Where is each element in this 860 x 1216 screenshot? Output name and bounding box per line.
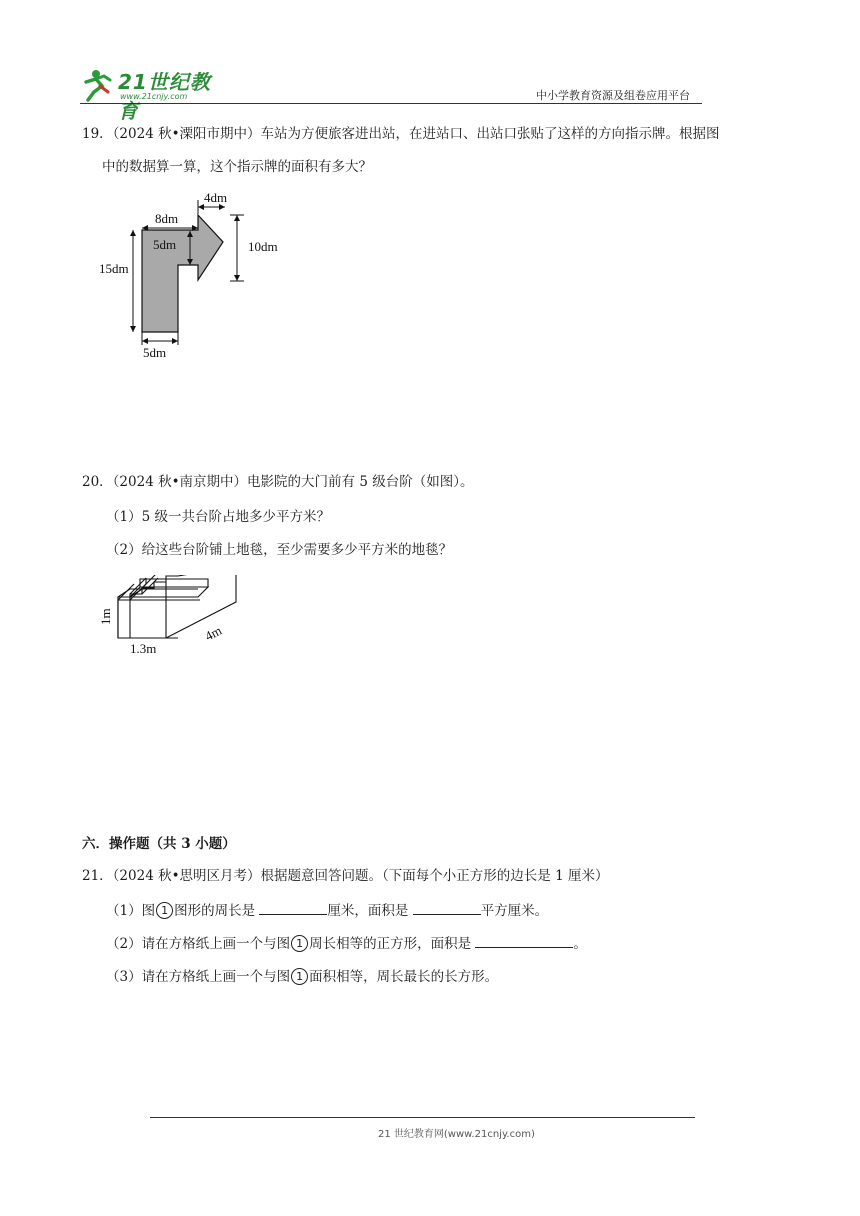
label-4m: 4m	[202, 622, 225, 644]
q21-sub3	[106, 967, 498, 987]
circle-number-1: 1	[156, 902, 173, 919]
q19-sign-figure	[95, 185, 305, 365]
logo-url: www.21cnjy.com	[120, 92, 188, 101]
label-8dm: 8dm	[155, 211, 179, 226]
label-5dm-bottom: 5dm	[143, 345, 167, 360]
q20-sub1: （1）5 级一共台阶占地多少平方米？	[106, 509, 330, 525]
q21-sub2	[106, 933, 587, 954]
q21-sub3-b: 面积相等，周长最长的长方形。	[309, 969, 499, 985]
perimeter-blank[interactable]	[259, 900, 327, 915]
q20-sub2: （2）给这些台阶铺上地毯，至少需要多少平方米的地毯？	[106, 542, 453, 558]
area-blank[interactable]	[413, 900, 481, 915]
q21-sub1	[106, 900, 548, 921]
q21-sub2-a: （2）请在方格纸上画一个与图	[106, 936, 291, 952]
platform-text: 中小学教育资源及组卷应用平台	[536, 89, 690, 102]
footer-divider	[150, 1117, 695, 1118]
q19-line1: 19．（2024 秋•溧阳市期中）车站为方便旅客进出站，在进站口、出站口张贴了这样的方向指示牌。根据图	[82, 126, 720, 142]
header-logo	[80, 66, 230, 123]
label-10dm: 10dm	[248, 239, 278, 254]
q21-sub1-a: （1）图	[106, 903, 156, 919]
sign-shape	[142, 215, 223, 332]
label-5dm-inner: 5dm	[153, 237, 177, 252]
q21-sub1-b: 图形的周长是	[174, 903, 256, 919]
circle-number-1: 1	[291, 968, 308, 985]
circle-number-1: 1	[291, 935, 308, 952]
q19-line2: 中的数据算一算，这个指示牌的面积有多大？	[102, 159, 372, 175]
q21-sub1-c: 厘米，面积是	[327, 903, 409, 919]
q20-stairs-figure	[96, 575, 266, 660]
label-1-3m: 1.3m	[130, 641, 157, 656]
label-4dm: 4dm	[204, 190, 228, 205]
q21-line1: 21．（2024 秋•思明区月考）根据题意回答问题。（下面每个小正方形的边长是 1 厘米）	[82, 868, 609, 884]
q20-line1: 20．（2024 秋•南京期中）电影院的大门前有 5 级台阶（如图）。	[82, 474, 474, 490]
label-1m: 1m	[98, 608, 113, 625]
label-15dm: 15dm	[99, 261, 129, 276]
footer-text: 21 世纪教育网(www.21cnjy.com)	[378, 1129, 535, 1140]
logo-title: 21世纪教育	[118, 70, 211, 123]
square-area-blank[interactable]	[475, 933, 573, 948]
q21-sub2-b: 周长相等的正方形，面积是	[309, 936, 472, 952]
section-title: 六．操作题（共 3 小题）	[82, 836, 236, 852]
stairs-drawing	[118, 575, 208, 638]
q21-sub3-a: （3）请在方格纸上画一个与图	[106, 969, 291, 985]
q21-sub2-c: 。	[573, 936, 587, 952]
q21-sub1-d: 平方厘米。	[480, 903, 549, 919]
header-divider	[80, 103, 702, 104]
